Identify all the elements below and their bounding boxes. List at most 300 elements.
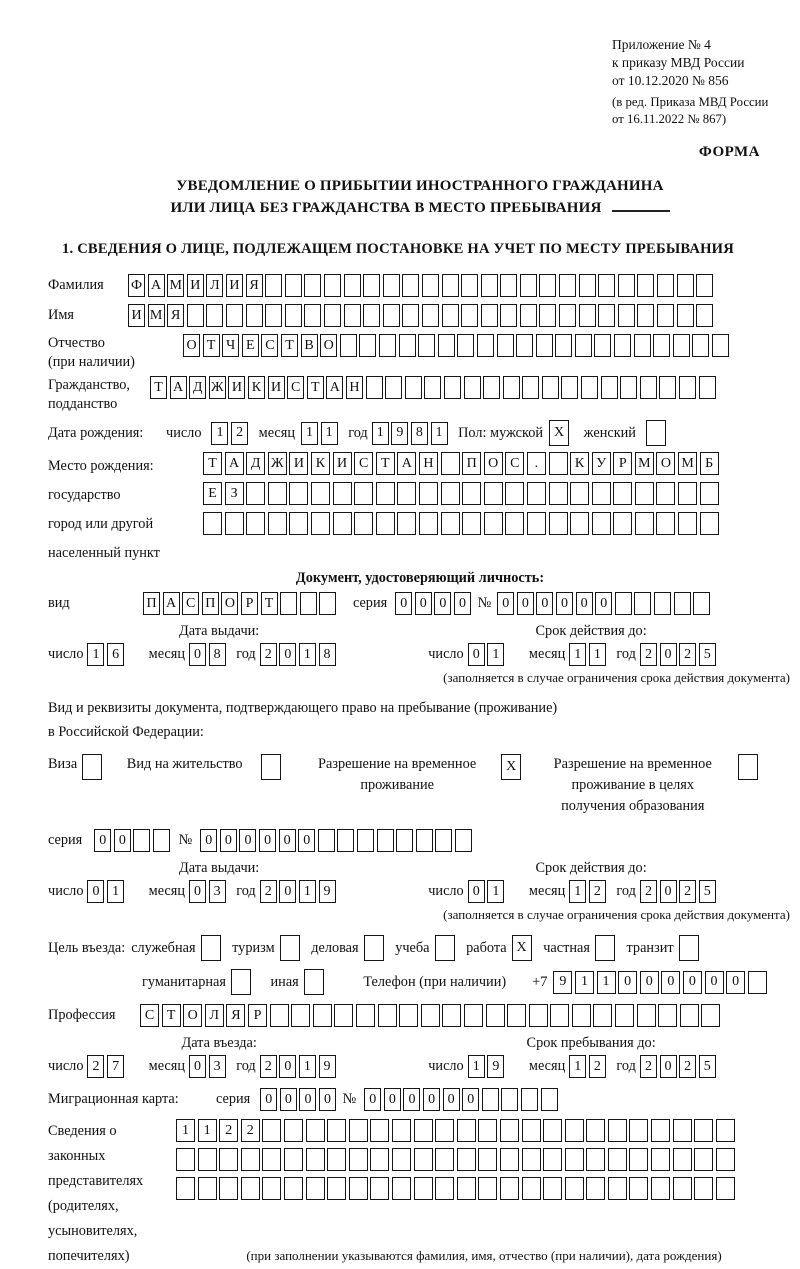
form-cell[interactable]: 0 [279,880,296,903]
form-cell[interactable] [176,1148,195,1171]
form-cell[interactable] [327,1148,346,1171]
form-cell[interactable] [738,754,758,780]
form-cell[interactable]: Ф [128,274,145,297]
form-cell[interactable]: 0 [660,1055,677,1078]
form-cell[interactable]: 2 [260,1055,277,1078]
form-cell[interactable] [694,1177,713,1200]
form-cell[interactable]: 0 [279,1055,296,1078]
form-cell[interactable]: О [656,452,675,475]
form-cell[interactable] [692,334,709,357]
form-cell[interactable]: 9 [391,422,408,445]
form-cell[interactable] [586,1148,605,1171]
form-cell[interactable]: А [326,376,343,399]
form-cell[interactable] [402,274,419,297]
form-cell[interactable] [397,512,416,535]
form-cell[interactable]: 0 [200,829,217,852]
form-cell[interactable]: М [635,452,654,475]
form-cell[interactable] [392,1148,411,1171]
form-cell[interactable]: 0 [705,971,724,994]
form-cell[interactable] [549,512,568,535]
form-cell[interactable]: 9 [553,971,572,994]
form-cell[interactable]: Б [700,452,719,475]
form-cell[interactable] [421,1004,440,1027]
form-cell[interactable] [383,304,400,327]
form-cell[interactable]: Е [203,482,222,505]
form-cell[interactable]: 1 [372,422,389,445]
form-cell[interactable]: X [512,935,532,961]
form-cell[interactable]: 0 [536,592,553,615]
form-cell[interactable]: X [549,420,569,446]
form-cell[interactable]: 1 [597,971,616,994]
form-cell[interactable] [349,1148,368,1171]
form-cell[interactable]: Т [150,376,167,399]
form-cell[interactable] [370,1148,389,1171]
form-cell[interactable]: 2 [219,1119,238,1142]
form-cell[interactable]: М [148,304,165,327]
form-cell[interactable] [634,592,651,615]
form-cell[interactable] [219,1177,238,1200]
form-cell[interactable] [340,334,357,357]
form-cell[interactable] [543,1119,562,1142]
form-cell[interactable] [651,1177,670,1200]
form-cell[interactable] [262,1119,281,1142]
form-cell[interactable] [505,482,524,505]
form-cell[interactable] [618,304,635,327]
form-cell[interactable] [82,754,102,780]
form-cell[interactable]: С [505,452,524,475]
form-cell[interactable] [392,1119,411,1142]
form-cell[interactable]: 0 [556,592,573,615]
form-cell[interactable] [246,482,265,505]
form-cell[interactable] [379,334,396,357]
form-cell[interactable] [334,1004,353,1027]
form-cell[interactable] [565,1119,584,1142]
form-cell[interactable] [542,376,559,399]
form-cell[interactable] [304,274,321,297]
form-cell[interactable] [478,1177,497,1200]
form-cell[interactable] [396,829,413,852]
form-cell[interactable] [586,1177,605,1200]
form-cell[interactable]: 0 [280,1088,297,1111]
form-cell[interactable] [265,304,282,327]
form-cell[interactable] [364,935,384,961]
form-cell[interactable] [592,512,611,535]
form-cell[interactable] [226,304,243,327]
form-cell[interactable] [522,1148,541,1171]
form-cell[interactable]: А [170,376,187,399]
form-cell[interactable] [522,1119,541,1142]
form-cell[interactable] [543,1177,562,1200]
form-cell[interactable] [416,829,433,852]
form-cell[interactable] [280,592,297,615]
form-cell[interactable] [693,592,710,615]
form-cell[interactable] [541,1088,558,1111]
form-cell[interactable] [620,376,637,399]
form-cell[interactable]: 1 [321,422,338,445]
form-cell[interactable] [500,304,517,327]
form-cell[interactable] [397,482,416,505]
form-cell[interactable] [484,512,503,535]
form-cell[interactable] [457,1148,476,1171]
form-cell[interactable]: 8 [319,643,336,666]
form-cell[interactable] [629,1119,648,1142]
form-cell[interactable] [593,1004,612,1027]
form-cell[interactable] [241,1177,260,1200]
form-cell[interactable] [481,274,498,297]
form-cell[interactable] [483,376,500,399]
form-cell[interactable] [543,1148,562,1171]
form-cell[interactable] [337,829,354,852]
form-cell[interactable]: 1 [299,880,316,903]
form-cell[interactable] [579,304,596,327]
form-cell[interactable] [522,376,539,399]
form-cell[interactable] [592,482,611,505]
form-cell[interactable] [370,1119,389,1142]
form-cell[interactable] [333,512,352,535]
form-cell[interactable]: Д [246,452,265,475]
form-cell[interactable]: 1 [468,1055,485,1078]
form-cell[interactable] [268,482,287,505]
form-cell[interactable]: К [570,452,589,475]
form-cell[interactable]: 0 [259,829,276,852]
form-cell[interactable] [324,304,341,327]
form-cell[interactable] [550,1004,569,1027]
form-cell[interactable] [376,512,395,535]
form-cell[interactable] [478,1148,497,1171]
form-cell[interactable] [424,376,441,399]
form-cell[interactable] [694,1148,713,1171]
form-cell[interactable]: 0 [497,592,514,615]
form-cell[interactable] [598,304,615,327]
form-cell[interactable] [187,304,204,327]
form-cell[interactable]: С [261,334,278,357]
form-cell[interactable]: 1 [487,643,504,666]
form-cell[interactable] [442,1004,461,1027]
form-cell[interactable] [284,1177,303,1200]
form-cell[interactable] [444,376,461,399]
form-cell[interactable]: 8 [411,422,428,445]
form-cell[interactable]: Я [246,274,263,297]
form-cell[interactable] [289,512,308,535]
form-cell[interactable] [637,304,654,327]
form-cell[interactable]: 5 [699,1055,716,1078]
form-cell[interactable]: С [140,1004,159,1027]
form-cell[interactable] [370,1177,389,1200]
form-cell[interactable] [461,274,478,297]
form-cell[interactable] [438,334,455,357]
form-cell[interactable] [608,1119,627,1142]
form-cell[interactable]: 1 [569,643,586,666]
form-cell[interactable]: 9 [319,880,336,903]
form-cell[interactable]: 5 [699,643,716,666]
form-cell[interactable]: 0 [454,592,471,615]
form-cell[interactable]: 1 [301,422,318,445]
form-cell[interactable]: С [287,376,304,399]
form-cell[interactable]: 0 [443,1088,460,1111]
form-cell[interactable] [634,334,651,357]
form-cell[interactable] [618,274,635,297]
form-cell[interactable] [231,969,251,995]
form-cell[interactable] [462,482,481,505]
form-cell[interactable] [357,829,374,852]
form-cell[interactable]: 1 [589,643,606,666]
form-cell[interactable] [482,1088,499,1111]
form-cell[interactable]: 1 [107,880,124,903]
form-cell[interactable] [486,1004,505,1027]
form-cell[interactable] [327,1119,346,1142]
form-cell[interactable]: П [143,592,160,615]
form-cell[interactable] [696,304,713,327]
form-cell[interactable] [651,1119,670,1142]
form-cell[interactable] [615,592,632,615]
form-cell[interactable]: 0 [660,880,677,903]
form-cell[interactable]: Т [281,334,298,357]
form-cell[interactable]: 2 [640,880,657,903]
form-cell[interactable] [520,304,537,327]
form-cell[interactable] [572,1004,591,1027]
form-cell[interactable] [285,304,302,327]
form-cell[interactable] [679,935,699,961]
form-cell[interactable] [716,1148,735,1171]
form-cell[interactable] [219,1148,238,1171]
form-cell[interactable] [462,512,481,535]
form-cell[interactable]: 2 [260,643,277,666]
form-cell[interactable] [306,1119,325,1142]
form-cell[interactable]: Л [206,274,223,297]
form-cell[interactable] [507,1004,526,1027]
form-cell[interactable]: 0 [462,1088,479,1111]
form-cell[interactable]: И [289,452,308,475]
form-cell[interactable] [481,304,498,327]
form-cell[interactable]: 0 [94,829,111,852]
form-cell[interactable]: 1 [575,971,594,994]
form-cell[interactable] [344,304,361,327]
form-cell[interactable] [306,1148,325,1171]
form-cell[interactable] [261,754,281,780]
form-cell[interactable] [435,1148,454,1171]
form-cell[interactable] [748,971,767,994]
form-cell[interactable]: 0 [595,592,612,615]
form-cell[interactable]: Д [189,376,206,399]
form-cell[interactable]: 0 [468,643,485,666]
form-cell[interactable]: Т [307,376,324,399]
form-cell[interactable]: 2 [679,643,696,666]
form-cell[interactable]: 0 [640,971,659,994]
form-cell[interactable]: С [354,452,373,475]
form-cell[interactable]: 0 [298,829,315,852]
form-cell[interactable] [651,1148,670,1171]
form-cell[interactable] [349,1177,368,1200]
form-cell[interactable] [656,512,675,535]
form-cell[interactable] [414,1148,433,1171]
form-cell[interactable]: 0 [189,880,206,903]
form-cell[interactable] [674,592,691,615]
form-cell[interactable] [539,274,556,297]
form-cell[interactable] [392,1177,411,1200]
form-cell[interactable]: М [167,274,184,297]
form-cell[interactable] [441,452,460,475]
form-cell[interactable]: Н [419,452,438,475]
form-cell[interactable] [680,1004,699,1027]
form-cell[interactable]: 2 [589,1055,606,1078]
form-cell[interactable] [356,1004,375,1027]
form-cell[interactable] [549,482,568,505]
form-cell[interactable]: . [527,452,546,475]
form-cell[interactable] [505,512,524,535]
form-cell[interactable]: Е [242,334,259,357]
form-cell[interactable]: 1 [299,643,316,666]
form-cell[interactable]: А [163,592,180,615]
form-cell[interactable] [522,1177,541,1200]
form-cell[interactable]: И [187,274,204,297]
form-cell[interactable] [457,1119,476,1142]
form-cell[interactable] [363,304,380,327]
form-cell[interactable]: 2 [260,880,277,903]
form-cell[interactable] [441,482,460,505]
form-cell[interactable] [457,334,474,357]
form-cell[interactable] [699,376,716,399]
form-cell[interactable] [285,274,302,297]
form-cell[interactable] [399,1004,418,1027]
form-cell[interactable] [289,482,308,505]
form-cell[interactable]: 0 [384,1088,401,1111]
form-cell[interactable] [555,334,572,357]
form-cell[interactable] [653,334,670,357]
form-cell[interactable] [529,1004,548,1027]
form-cell[interactable] [455,829,472,852]
form-cell[interactable] [435,829,452,852]
form-cell[interactable] [265,274,282,297]
form-cell[interactable] [673,1119,692,1142]
form-cell[interactable]: 0 [726,971,745,994]
form-cell[interactable] [383,274,400,297]
form-cell[interactable] [570,482,589,505]
form-cell[interactable] [677,304,694,327]
form-cell[interactable] [291,1004,310,1027]
form-cell[interactable] [327,1177,346,1200]
form-cell[interactable] [640,376,657,399]
form-cell[interactable] [520,274,537,297]
form-cell[interactable]: Р [248,1004,267,1027]
form-cell[interactable]: 0 [299,1088,316,1111]
form-cell[interactable]: 1 [211,422,228,445]
form-cell[interactable] [716,1177,735,1200]
form-cell[interactable] [333,482,352,505]
form-cell[interactable] [501,1088,518,1111]
form-cell[interactable] [477,334,494,357]
form-cell[interactable] [500,274,517,297]
form-cell[interactable]: 0 [434,592,451,615]
form-cell[interactable] [561,376,578,399]
form-cell[interactable]: Ж [209,376,226,399]
form-cell[interactable] [262,1148,281,1171]
form-cell[interactable] [405,376,422,399]
form-cell[interactable] [399,334,416,357]
form-cell[interactable] [319,592,336,615]
form-cell[interactable]: 0 [279,829,296,852]
form-cell[interactable] [414,1177,433,1200]
form-cell[interactable]: У [592,452,611,475]
form-cell[interactable] [419,482,438,505]
form-cell[interactable]: И [128,304,145,327]
form-cell[interactable]: 6 [107,643,124,666]
form-cell[interactable]: 2 [679,1055,696,1078]
form-cell[interactable]: 2 [640,643,657,666]
form-cell[interactable] [464,1004,483,1027]
form-cell[interactable]: 3 [209,1055,226,1078]
form-cell[interactable] [559,274,576,297]
form-cell[interactable]: 1 [569,880,586,903]
form-cell[interactable] [201,935,221,961]
form-cell[interactable]: 0 [468,880,485,903]
form-cell[interactable] [435,1177,454,1200]
form-cell[interactable]: 0 [576,592,593,615]
form-cell[interactable] [311,482,330,505]
form-cell[interactable]: С [182,592,199,615]
form-cell[interactable] [657,274,674,297]
form-cell[interactable]: 0 [517,592,534,615]
form-cell[interactable] [658,1004,677,1027]
form-cell[interactable]: 2 [241,1119,260,1142]
form-cell[interactable]: 0 [683,971,702,994]
form-cell[interactable]: М [678,452,697,475]
form-cell[interactable] [646,420,666,446]
form-cell[interactable] [700,512,719,535]
form-cell[interactable]: В [301,334,318,357]
form-cell[interactable]: 0 [189,643,206,666]
form-cell[interactable] [654,592,671,615]
form-cell[interactable]: 0 [87,880,104,903]
form-cell[interactable] [284,1119,303,1142]
form-cell[interactable] [225,512,244,535]
form-cell[interactable] [366,376,383,399]
form-cell[interactable]: К [248,376,265,399]
form-cell[interactable] [629,1148,648,1171]
form-cell[interactable] [153,829,170,852]
form-cell[interactable]: И [226,274,243,297]
form-cell[interactable]: А [225,452,244,475]
form-cell[interactable] [497,334,514,357]
form-cell[interactable]: 0 [618,971,637,994]
form-cell[interactable]: Т [376,452,395,475]
form-cell[interactable]: Я [226,1004,245,1027]
form-cell[interactable] [527,482,546,505]
form-cell[interactable] [559,304,576,327]
form-cell[interactable]: 1 [487,880,504,903]
form-cell[interactable] [435,1119,454,1142]
form-cell[interactable] [657,304,674,327]
form-cell[interactable] [516,334,533,357]
form-cell[interactable]: А [148,274,165,297]
form-cell[interactable]: 1 [299,1055,316,1078]
form-cell[interactable]: П [462,452,481,475]
form-cell[interactable] [565,1148,584,1171]
form-cell[interactable] [678,512,697,535]
form-cell[interactable]: О [484,452,503,475]
form-cell[interactable] [700,482,719,505]
form-cell[interactable] [349,1119,368,1142]
form-cell[interactable] [284,1148,303,1171]
form-cell[interactable]: И [228,376,245,399]
form-cell[interactable] [579,274,596,297]
form-cell[interactable] [311,512,330,535]
form-cell[interactable]: И [268,376,285,399]
form-cell[interactable] [419,512,438,535]
form-cell[interactable]: Р [241,592,258,615]
form-cell[interactable] [500,1177,519,1200]
form-cell[interactable] [598,274,615,297]
form-cell[interactable]: X [501,754,521,780]
